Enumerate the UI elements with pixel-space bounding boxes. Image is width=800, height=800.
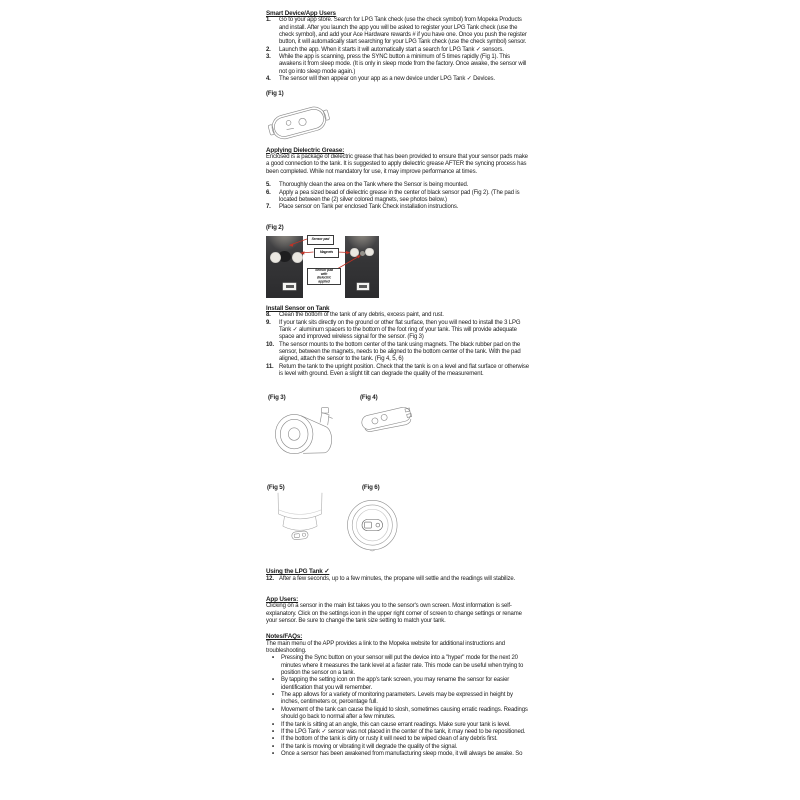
bullet-marker: • [272,655,274,662]
item-number: 1. [266,17,271,24]
fig3-fig4-row [266,394,532,464]
list-item [266,364,532,379]
item-text: Clean the bottom of the tank of any debris, excess paint, and rust. [279,312,444,319]
bullet-text: If the tank is moving or vibrating it will degrade the quality of the signal. [281,743,458,750]
bullet-text: Movement of the tank can cause the liquid to slosh, sometimes causing erratic readings. Readings should go back to normal after a few minutes. [281,706,528,721]
list-item [266,76,532,83]
bullet-text: If the bottom of the tank is dirty or rusty it will need to be wiped clean of any debris first. [281,736,498,743]
list-item [266,204,532,211]
bullet-marker: • [272,677,274,684]
bullet-item [266,729,532,736]
item-number: 11. [266,363,274,370]
bullet-marker: • [272,721,274,728]
list-item [266,576,532,583]
item-text: Go to your app store. Search for LPG Tank check (use the check symbol) from Mopeka Products and install. After you launch the app you will be asked to register your LPG Tank check (use the check symbol), and add your Ace Hardware rewards # if you have one. Once you push the register button, it will automatically start searching for your LPG Tank check (use the check symbol) sensor. [279,17,527,46]
item-number: 4. [266,76,271,83]
item-number: 8. [266,312,271,319]
app-users-paragraph: Clicking on a sensor in the main list takes you to the sensor's own screen. Most information is self-explanatory. Click on the settings icon in the upper right corner of screen to change settings or rename your sensor. Be sure to change the tank size setting to match your tank. [266,603,522,625]
bullet-text: Once a sensor has been awakened from manufacturing sleep mode, it will always be awake. So [281,750,523,757]
fig5-tank-with-sensor-illustration [269,492,331,549]
section-heading-grease: Applying Dielectric Grease: [266,146,345,154]
callout-dielectric: Sensor pad with dielectric applied [307,268,341,285]
fig4-sensor-underside-illustration [358,403,420,435]
bullet-text: If the tank is sitting at an angle, this can cause errant readings. Make sure your tank is level. [281,721,511,728]
bullet-item [266,722,532,729]
bullet-marker: • [272,706,274,713]
section-heading-notes: Notes/FAQs: [266,633,303,641]
bullet-item [266,751,532,758]
list-item [266,182,532,189]
item-text: Launch the app. When it starts it will automatically start a search for LPG Tank ✓ sensors. [279,46,504,53]
grease-paragraph: Enclosed is a package of dielectric grease that has been provided to ensure that your sensor pads make a good connection to the tank. It is suggested to apply dielectric grease AFTER the syncing process has been completed. While not mandatory for use, it may improve performance at times. [266,154,528,175]
section-heading-install: Install Sensor on Tank [266,304,330,312]
fig1-sensor-top-illustration [267,99,331,145]
fig2-label: (Fig 2) [266,223,284,231]
instruction-page [266,10,532,758]
notes-intro: The main menu of the APP provides a link to the Mopeka website for additional instructions and troubleshooting. [266,640,505,655]
bullet-item [266,744,532,751]
bullet-text: If the LPG Tank ✓ sensor was not placed in the center of the tank, it may need to be repositioned. [281,728,526,735]
item-text: The sensor mounts to the bottom center of the tank using magnets. The black rubber pad on the sensor, between the magnets, needs to be aligned to the bottom center of the tank. With the pad aligned, attach the sensor to the tank. (Fig 4, 5, 6) [279,341,521,363]
item-number: 12. [266,575,274,582]
fig5-label: (Fig 5) [267,484,285,492]
bullet-marker: • [272,743,274,750]
item-number: 7. [266,204,271,211]
bullet-item [266,692,532,707]
bullet-text: Pressing the Sync button on your sensor will put the device into a "hyper" mode for the next 20 minutes where it measures the tank level at a faster rate. This mode can be useful when trying to position the sensor on a tank. [281,655,524,677]
fig3-label: (Fig 3) [268,394,286,402]
list-item [266,54,532,76]
item-text: Apply a pea sized bead of dielectric grease in the center of black sensor pad (Fig 2). (The pad is located between the (2) silver colored magnets, see photos below.) [279,189,520,203]
item-number: 3. [266,54,271,61]
fig5-fig6-row [266,484,532,562]
item-number: 2. [266,46,271,53]
fig2-callout-arrows [266,232,416,300]
fig6-label: (Fig 6) [362,484,380,492]
item-text: While the app is scanning, press the SYNC button a minimum of 5 times rapidly (Fig 1). This awakens it from sleep mode. (It is only in sleep mode from the factory. Once awake, the sensor will not go into sleep mode again.) [279,54,527,75]
bullet-item [266,736,532,743]
list-item [266,47,532,54]
list-item [266,342,532,364]
item-number: 6. [266,189,271,196]
list-item [266,320,532,342]
item-text: After a few seconds, up to a few minutes, the propane will settle and the readings will stabilize. [279,575,516,582]
item-number: 9. [266,319,271,326]
bullet-marker: • [272,736,274,743]
bullet-marker: • [272,728,274,735]
section-heading-app-users: App Users: [266,596,299,603]
fig2-photo-panel [266,232,416,300]
list-item [266,190,532,205]
callout-sensor-pad: Sensor pad [307,235,334,245]
bullet-item [266,655,532,677]
section-heading-smart-device: Smart Device/App Users [266,10,336,17]
fig1-label: (Fig 1) [266,90,284,98]
callout-magnets: Magnets [314,248,339,258]
bullet-text: The app allows for a variety of monitoring parameters. Levels may be expressed in height by inches, centimeters or, percentage full. [281,692,513,706]
item-text: If your tank sits directly on the ground or other flat surface, then you will need to install the 3 LPG Tank ✓ aluminum spacers to the bottom of the foot ring of your tank. This will provide adequate space and improved wireless signal for the sensor. (Fig 3) [279,319,521,341]
bullet-item [266,677,532,692]
bullet-marker: • [272,750,274,757]
item-text: The sensor will then appear on your app as a new device under LPG Tank ✓ Devices. [279,76,495,83]
item-number: 5. [266,182,271,189]
item-text: Thoroughly clean the area on the Tank where the Sensor is being mounted. [279,182,469,189]
bullet-text: By tapping the setting icon on the app's tank screen, you may rename the sensor for easier identification that you will remember. [281,677,510,691]
fig3-tank-bottom-spacers-illustration [270,401,338,460]
item-number: 10. [266,341,274,348]
fig6-bottom-view-illustration [343,490,405,555]
bullet-item [266,707,532,722]
bullet-marker: • [272,692,274,699]
item-text: Return the tank to the upright position. Check that the tank is on a level and flat surface or otherwise is level with ground. Even a slight tilt can degrade the quality of the measurement. [279,363,529,377]
item-text: Place sensor on Tank per enclosed Tank Check installation instructions. [279,204,459,211]
fig4-label: (Fig 4) [360,394,378,402]
section-heading-using: Using the LPG Tank ✓ [266,568,330,576]
list-item [266,17,532,46]
list-item [266,312,532,319]
